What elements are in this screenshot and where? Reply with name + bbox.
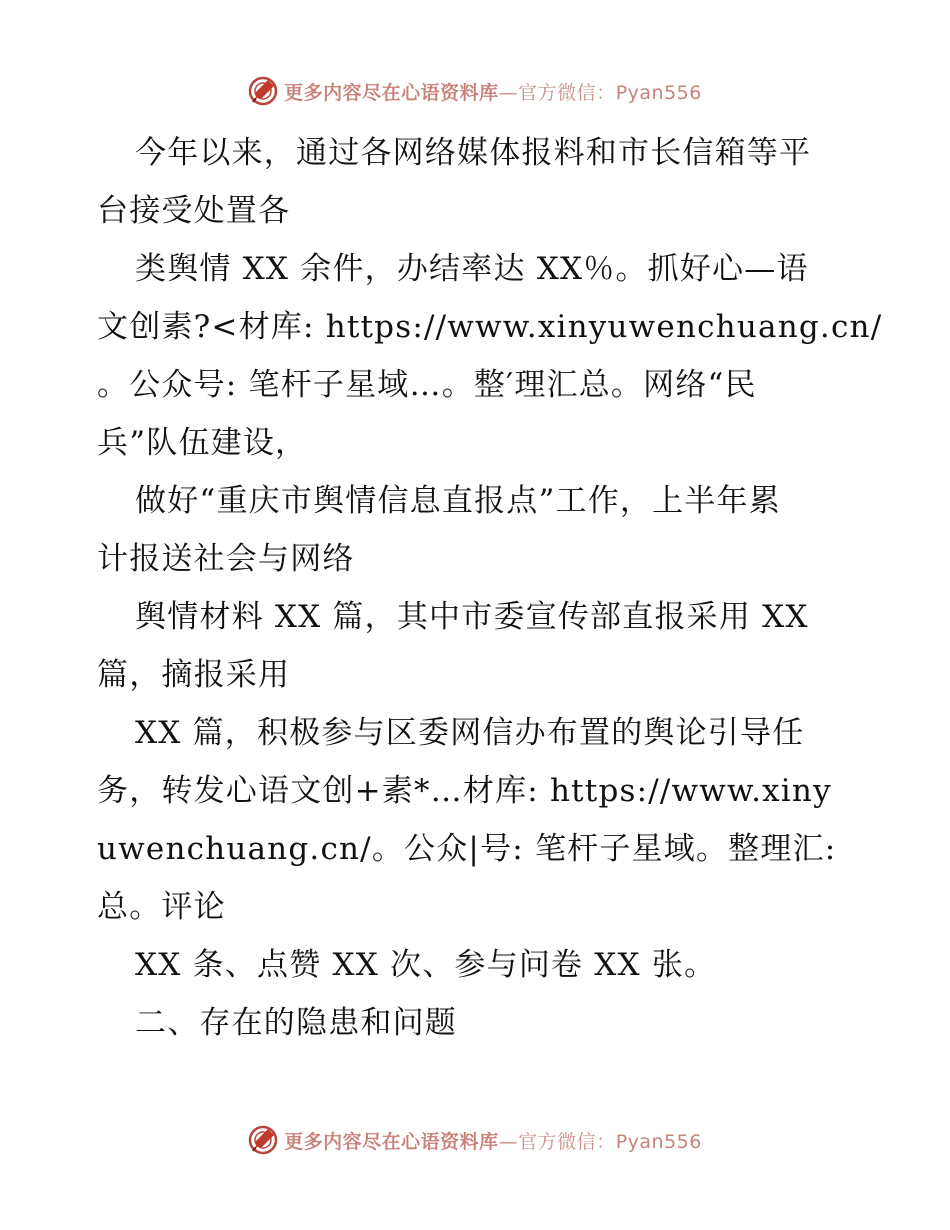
- text-line: 舆情材料 XX 篇，其中市委宣传部直报采用 XX: [135, 599, 809, 635]
- document-body: [97, 124, 883, 1052]
- text-line: 篇，摘报采用: [97, 657, 291, 693]
- section-heading: 二、存在的隐患和问题: [135, 1005, 457, 1041]
- pen-logo-icon: [248, 76, 278, 106]
- header-wechat-label: 官方微信：: [518, 81, 616, 104]
- header-separator: —: [498, 81, 519, 104]
- text-line: 务，转发心语文创+素*…材库: https://www.xiny: [97, 773, 832, 809]
- header-brand-text: 更多内容尽在心语资料库: [284, 81, 499, 104]
- header-text: [284, 78, 702, 105]
- header-banner: [0, 74, 950, 108]
- pen-logo-icon: [248, 1125, 278, 1155]
- text-line: 做好“重庆市舆情信息直报点”工作，上半年累: [135, 483, 781, 519]
- footer-separator: —: [498, 1130, 519, 1153]
- text-line: 计报送社会与网络: [97, 541, 355, 577]
- text-line: 总。评论: [97, 889, 226, 925]
- text-line: XX 篇，积极参与区委网信办布置的舆论引导任: [135, 715, 805, 751]
- text-line: 台接受处置各: [97, 193, 291, 229]
- footer-wechat-label: 官方微信：: [518, 1130, 616, 1153]
- text-line: 。公众号: 笔杆子星域…。整′理汇总。网络“民: [97, 367, 757, 403]
- text-line: XX 条、点赞 XX 次、参与问卷 XX 张。: [135, 947, 717, 983]
- text-line: 文创素?<材库: https://www.xinyuwenchuang.cn/: [97, 309, 883, 345]
- footer-wechat-id: Pyan556: [615, 1130, 702, 1153]
- footer-brand-text: 更多内容尽在心语资料库: [284, 1130, 499, 1153]
- text-line: 今年以来，通过各网络媒体报料和市长信箱等平: [135, 135, 812, 171]
- text-line: 类舆情 XX 余件，办结率达 XX％。抓好心—语: [135, 251, 809, 287]
- text-line: uwenchuang.cn/。公众|号: 笔杆子星域。整理汇:: [97, 831, 837, 867]
- footer-text: [284, 1127, 702, 1154]
- header-wechat-id: Pyan556: [615, 81, 702, 104]
- footer-banner: [0, 1123, 950, 1157]
- text-line: 兵”队伍建设，: [97, 425, 308, 461]
